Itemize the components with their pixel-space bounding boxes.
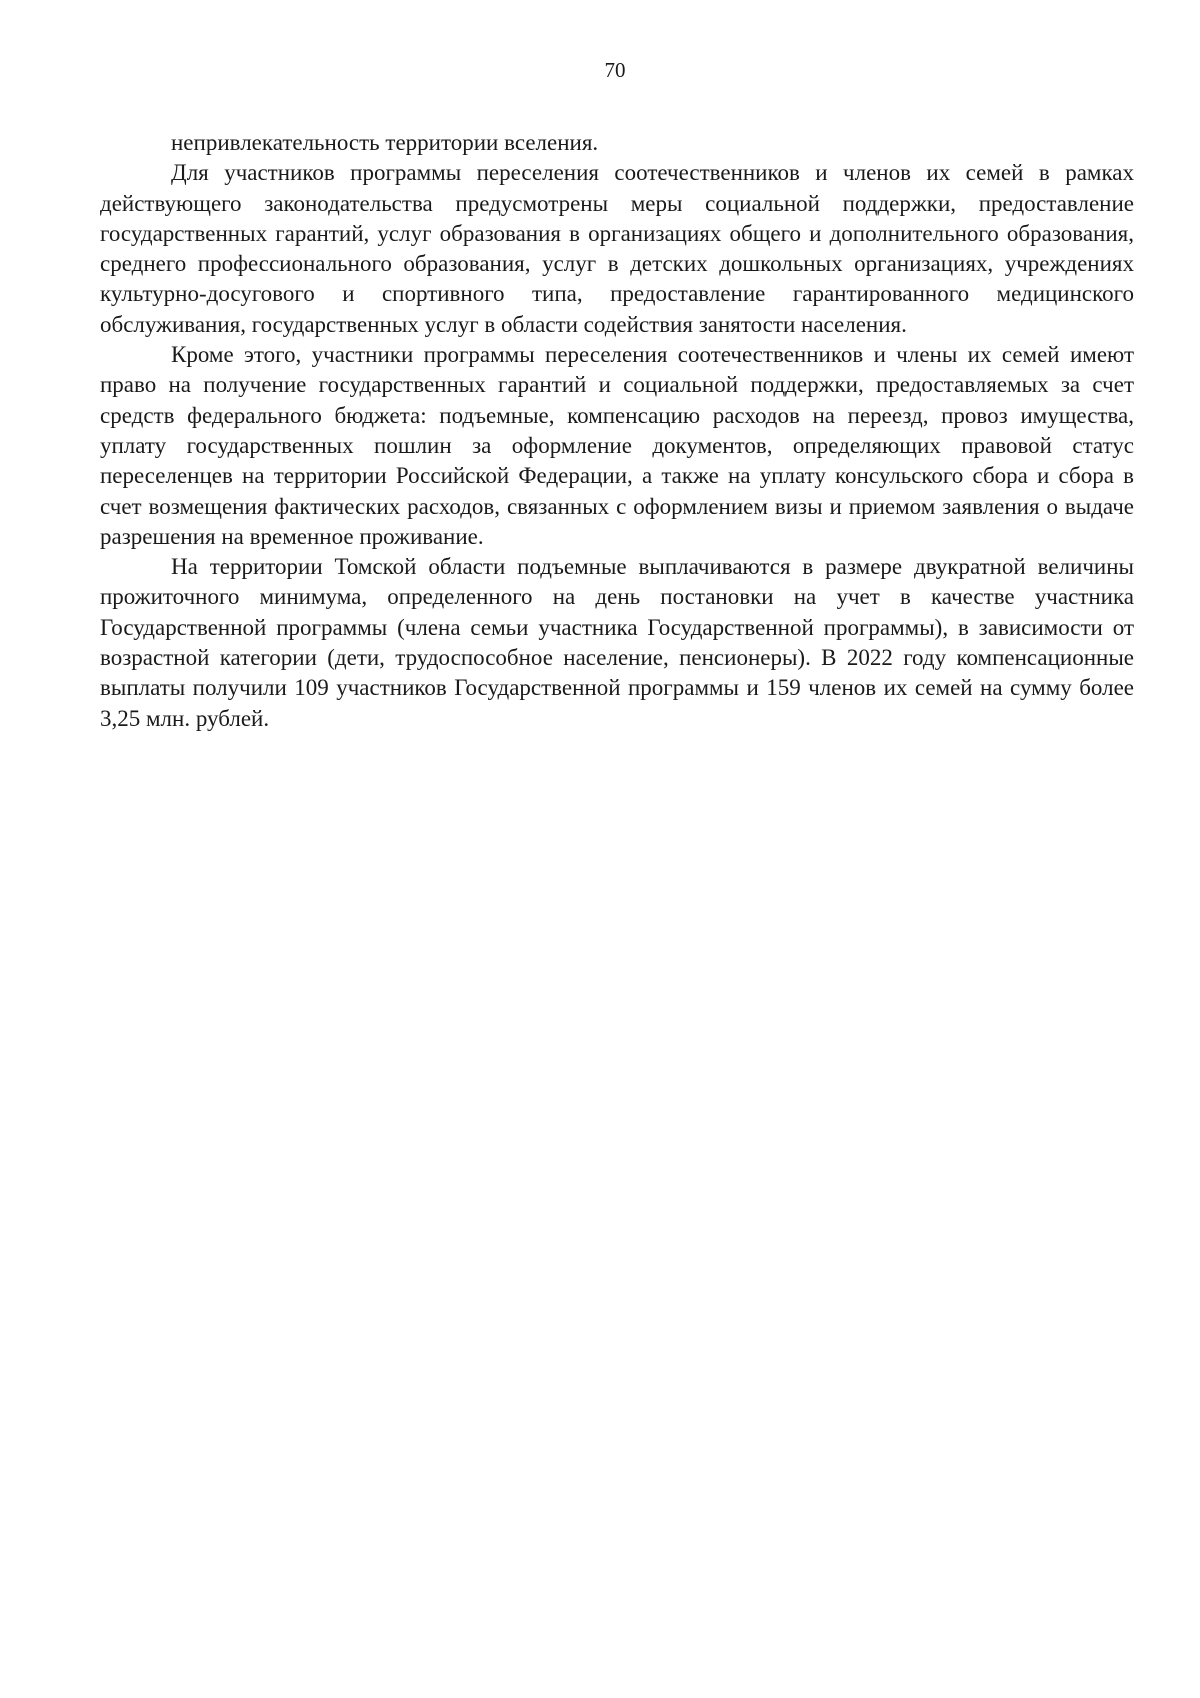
paragraph-continuation: непривлекательность территории вселения.: [171, 130, 599, 155]
document-body: [100, 128, 1134, 734]
page-number: 70: [604, 58, 626, 82]
paragraph-support-measures: Для участников программы переселения соотечественников и членов их семей в рамках действующего законодательства предусмотрены меры социальной поддержки, предоставление государственных гарантий, услуг образования в организациях общего и дополнительного образования, среднего профессионального образования, услуг в детских дошкольных организациях, учреждениях культурно-досугового и спортивного типа, предоставление гарантированного медицинского обслуживания, государственных услуг в области содействия занятости населения.: [100, 160, 1134, 337]
paragraph-federal-guarantees: Кроме этого, участники программы переселения соотечественников и члены их семей имеют право на получение государственных гарантий и социальной поддержки, предоставляемых за счет средств федерального бюджета: подъемные, компенсацию расходов на переезд, провоз имущества, уплату государственных пошлин за оформление документов, определяющих правовой статус переселенцев на территории Российской Федерации, а также на уплату консульского сбора и сбора в счет возмещения фактических расходов, связанных с оформлением визы и приемом заявления о выдаче разрешения на временное проживание.: [100, 342, 1134, 549]
paragraph-tomsk-payments: На территории Томской области подъемные выплачиваются в размере двукратной величины прожиточного минимума, определенного на день постановки на учет в качестве участника Государственной программы (члена семьи участника Государственной программы), в зависимости от возрастной категории (дети, трудоспособное население, пенсионеры). В 2022 году компенсационные выплаты получили 109 участников Государственной программы и 159 членов их семей на сумму более 3,25 млн. рублей.: [100, 554, 1134, 731]
